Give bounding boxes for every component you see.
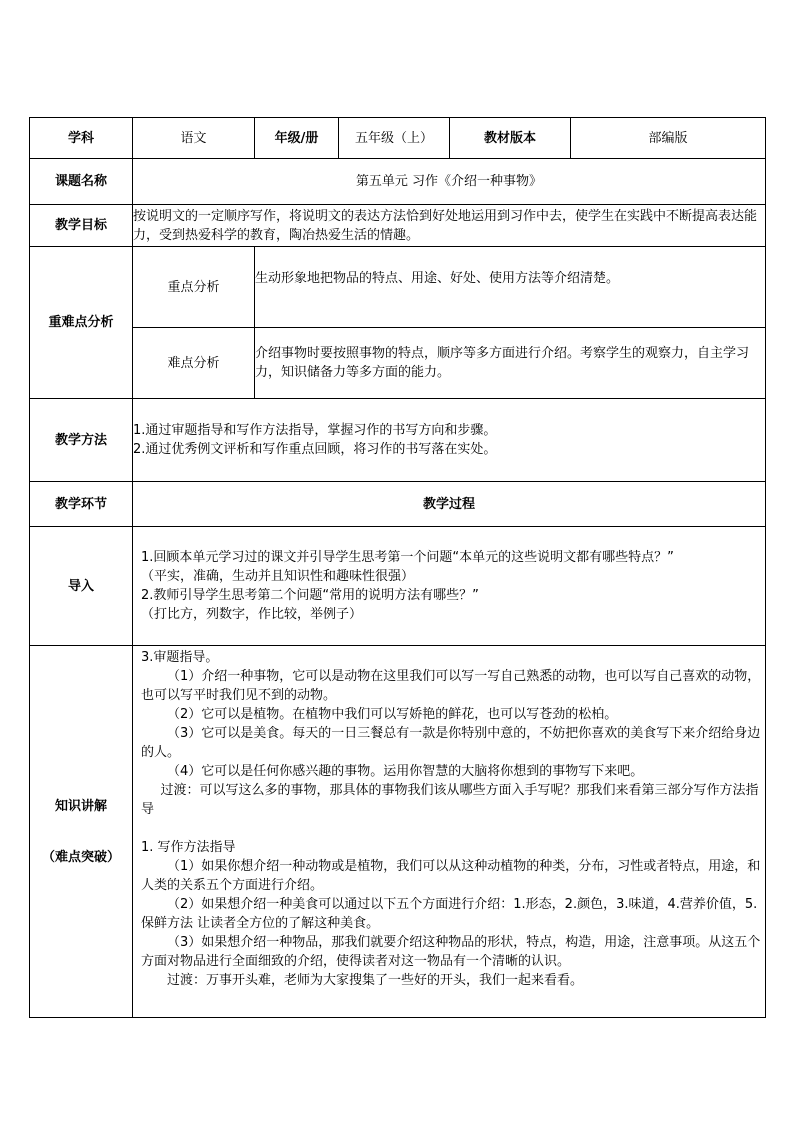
key-point-label: 重点分析 — [133, 247, 255, 328]
knowledge-sublabel: （难点突破） — [41, 849, 120, 865]
knowledge-paragraph: （3）它可以是美食。每天的一日三餐总有一款是你特别中意的，不妨把你喜欢的美食写下来介绍给身边的人。 — [141, 726, 761, 760]
knowledge-label-cell — [30, 646, 133, 1018]
goal-row — [30, 205, 766, 247]
subject-label: 学科 — [30, 118, 133, 159]
goal-text: 按说明文的一定顺序写作，将说明文的表达方法恰到好处地运用到习作中去，使学生在实践中不断提高表达能力，受到热爱科学的教育，陶冶热爱生活的情趣。 — [133, 205, 766, 247]
intro-content — [133, 527, 766, 646]
process-header-row — [30, 482, 766, 527]
edition-value: 部编版 — [571, 118, 766, 159]
method-guide-title: 1. 写作方法指导 — [141, 840, 236, 855]
method-guide-paragraph: （3）如果想介绍一种物品，那我们就要介绍这种物品的形状，特点，构造，用途，注意事项。从这五个方面对物品进行全面细致的介绍，使得读者对这一物品有一个清晰的认识。 — [141, 935, 761, 969]
edition-label: 教材版本 — [450, 118, 571, 159]
method-label: 教学方法 — [30, 399, 133, 482]
knowledge-paragraph: （1）介绍一种事物，它可以是动物在这里我们可以写一写自己熟悉的动物，也可以写自己喜欢的动物，也可以写平时我们见不到的动物。 — [141, 669, 761, 703]
subject-value: 语文 — [133, 118, 255, 159]
spacer — [141, 819, 765, 838]
analysis-label: 重难点分析 — [30, 247, 133, 399]
knowledge-title: 3.审题指导。 — [141, 650, 219, 665]
method-item: 2.通过优秀例文评析和写作重点回顾，将习作的书写落在实处。 — [133, 442, 497, 457]
grade-value: 五年级（上） — [339, 118, 450, 159]
method-guide-paragraph: （2）如果想介绍一种美食可以通过以下五个方面进行介绍：1.形态，2.颜色，3.味道，4.营养价值，5.保鲜方法 让读者全方位的了解这种美食。 — [141, 897, 758, 931]
goal-label: 教学目标 — [30, 205, 133, 247]
method-content — [133, 399, 766, 482]
method-row — [30, 399, 766, 482]
method-guide-paragraph: （1）如果你想介绍一种动物或是植物，我们可以从这种动植物的种类，分布，习性或者特点，用途，和人类的关系五个方面进行介绍。 — [141, 859, 761, 893]
intro-line: 2.教师引导学生思考第二个问题“常用的说明方法有哪些？” — [141, 588, 479, 603]
method-guide-transition: 过渡：万事开头难，老师为大家搜集了一些好的开头，我们一起来看看。 — [167, 973, 584, 988]
knowledge-content — [133, 646, 766, 1018]
knowledge-row — [30, 646, 766, 1018]
intro-row — [30, 527, 766, 646]
lesson-plan-table — [29, 117, 766, 1018]
knowledge-transition: 过渡：可以写这么多的事物，那具体的事物我们该从哪些方面入手写呢？那我们来看第三部分写作方法指导 — [141, 783, 759, 817]
process-title: 教学过程 — [133, 482, 766, 527]
header-row — [30, 118, 766, 159]
intro-line: （平实，准确，生动并且知识性和趣味性很强） — [141, 569, 415, 584]
key-point-text: 生动形象地把物品的特点、用途、好处、使用方法等介绍清楚。 — [255, 247, 766, 328]
grade-label: 年级/册 — [255, 118, 339, 159]
knowledge-paragraph: （2）它可以是植物。在植物中我们可以写娇艳的鲜花，也可以写苍劲的松柏。 — [167, 707, 618, 722]
topic-row — [30, 159, 766, 205]
knowledge-paragraph: （4）它可以是任何你感兴趣的事物。运用你智慧的大脑将你想到的事物写下来吧。 — [167, 764, 644, 779]
method-item: 1.通过审题指导和写作方法指导，掌握习作的书写方向和步骤。 — [133, 423, 497, 438]
intro-label: 导入 — [30, 527, 133, 646]
key-point-row — [30, 247, 766, 328]
knowledge-label: 知识讲解 — [54, 798, 107, 814]
intro-line: 1.回顾本单元学习过的课文并引导学生思考第一个问题“本单元的这些说明文都有哪些特点？” — [141, 550, 674, 565]
topic-value: 第五单元 习作《介绍一种事物》 — [133, 159, 766, 205]
difficult-point-text: 介绍事物时要按照事物的特点，顺序等多方面进行介绍。考察学生的观察力，自主学习力，知识储备力等多方面的能力。 — [255, 328, 766, 399]
intro-line: （打比方，列数字，作比较，举例子） — [141, 607, 363, 622]
process-stage-label: 教学环节 — [30, 482, 133, 527]
difficult-point-label: 难点分析 — [133, 328, 255, 399]
topic-label: 课题名称 — [30, 159, 133, 205]
difficult-point-row — [30, 328, 766, 399]
